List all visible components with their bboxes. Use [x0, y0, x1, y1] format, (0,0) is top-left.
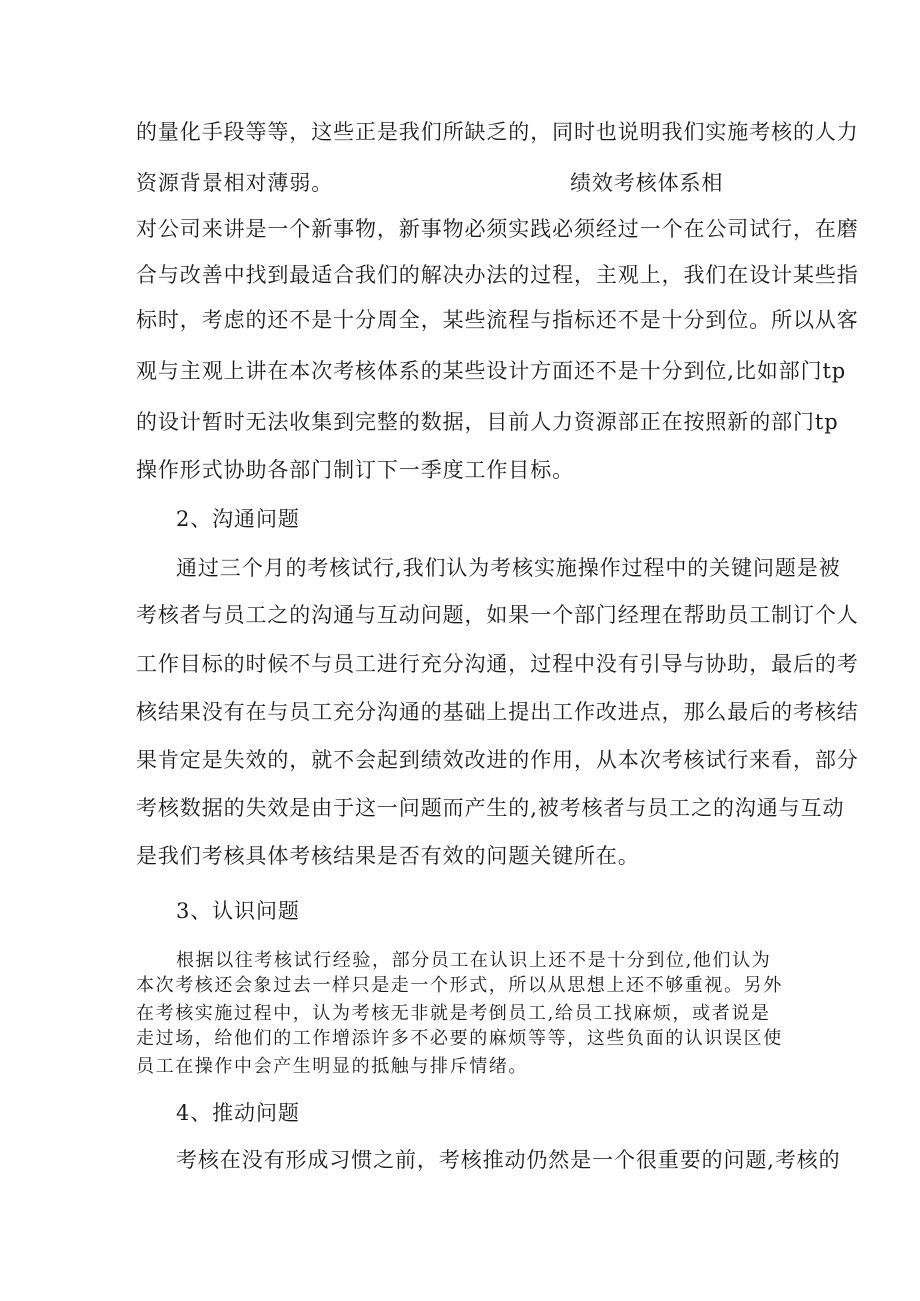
text-line: 在考核实施过程中，认为考核无非就是考倒员工,给员工找麻烦，或者说是 — [136, 1003, 771, 1024]
text-line: 考核者与员工之的沟通与互动问题，如果一个部门经理在帮助员工制订个人 — [136, 603, 859, 627]
text-line: 是我们考核具体考核结果是否有效的问题关键所在。 — [136, 844, 640, 868]
section-heading: 4、推动问题 — [176, 1101, 300, 1125]
text-line: 通过三个月的考核试行,我们认为考核实施操作过程中的关键问题是被 — [176, 556, 841, 580]
text-line: 的量化手段等等，这些正是我们所缺乏的，同时也说明我们实施考核的人力 — [136, 120, 859, 144]
text-line: 观与主观上讲在本次考核体系的某些设计方面还不是十分到位,比如部门tp — [136, 359, 847, 383]
text-line: 员工在操作中会产生明显的抵触与排斥情绪。 — [136, 1056, 528, 1077]
text-line: 标时，考虑的还不是十分周全，某些流程与指标还不是十分到位。所以从客 — [136, 308, 859, 332]
text-line: 工作目标的时候不与员工进行充分沟通，过程中没有引导与协助，最后的考 — [136, 652, 859, 676]
text-line: 操作形式协助各部门制订下一季度工作目标。 — [136, 458, 574, 482]
text-line: 考核在没有形成习惯之前，考核推动仍然是一个很重要的问题,考核的 — [176, 1148, 841, 1172]
text-line: 考核数据的失效是由于这一问题而产生的,被考核者与员工之的沟通与互动 — [136, 796, 845, 820]
text-line: 果肯定是失效的，就不会起到绩效改进的作用，从本次考核试行来看，部分 — [136, 748, 859, 772]
text-line: 本次考核还会象过去一样只是走一个形式，所以从思想上还不够重视。另外 — [136, 975, 783, 996]
text-line: 走过场，给他们的工作增添许多不必要的麻烦等等，这些负面的认识误区使 — [136, 1028, 783, 1049]
text-line: 资源背景相对薄弱。 — [136, 171, 334, 195]
text-line: 核结果没有在与员工充分沟通的基础上提出工作改进点，那么最后的考核结 — [136, 700, 859, 724]
text-line: 对公司来讲是一个新事物，新事物必须实践必须经过一个在公司试行，在磨 — [136, 217, 859, 241]
text-line: 绩效考核体系相 — [570, 171, 724, 195]
section-heading: 2、沟通问题 — [176, 507, 300, 531]
text-line: 的设计暂时无法收集到完整的数据，目前人力资源部正在按照新的部门tp — [136, 410, 839, 434]
text-line: 合与改善中找到最适合我们的解决办法的过程，主观上，我们在设计某些指 — [136, 263, 859, 287]
section-heading: 3、认识问题 — [176, 899, 300, 923]
text-line: 根据以往考核试行经验，部分员工在认识上还不是十分到位,他们认为 — [176, 950, 772, 971]
